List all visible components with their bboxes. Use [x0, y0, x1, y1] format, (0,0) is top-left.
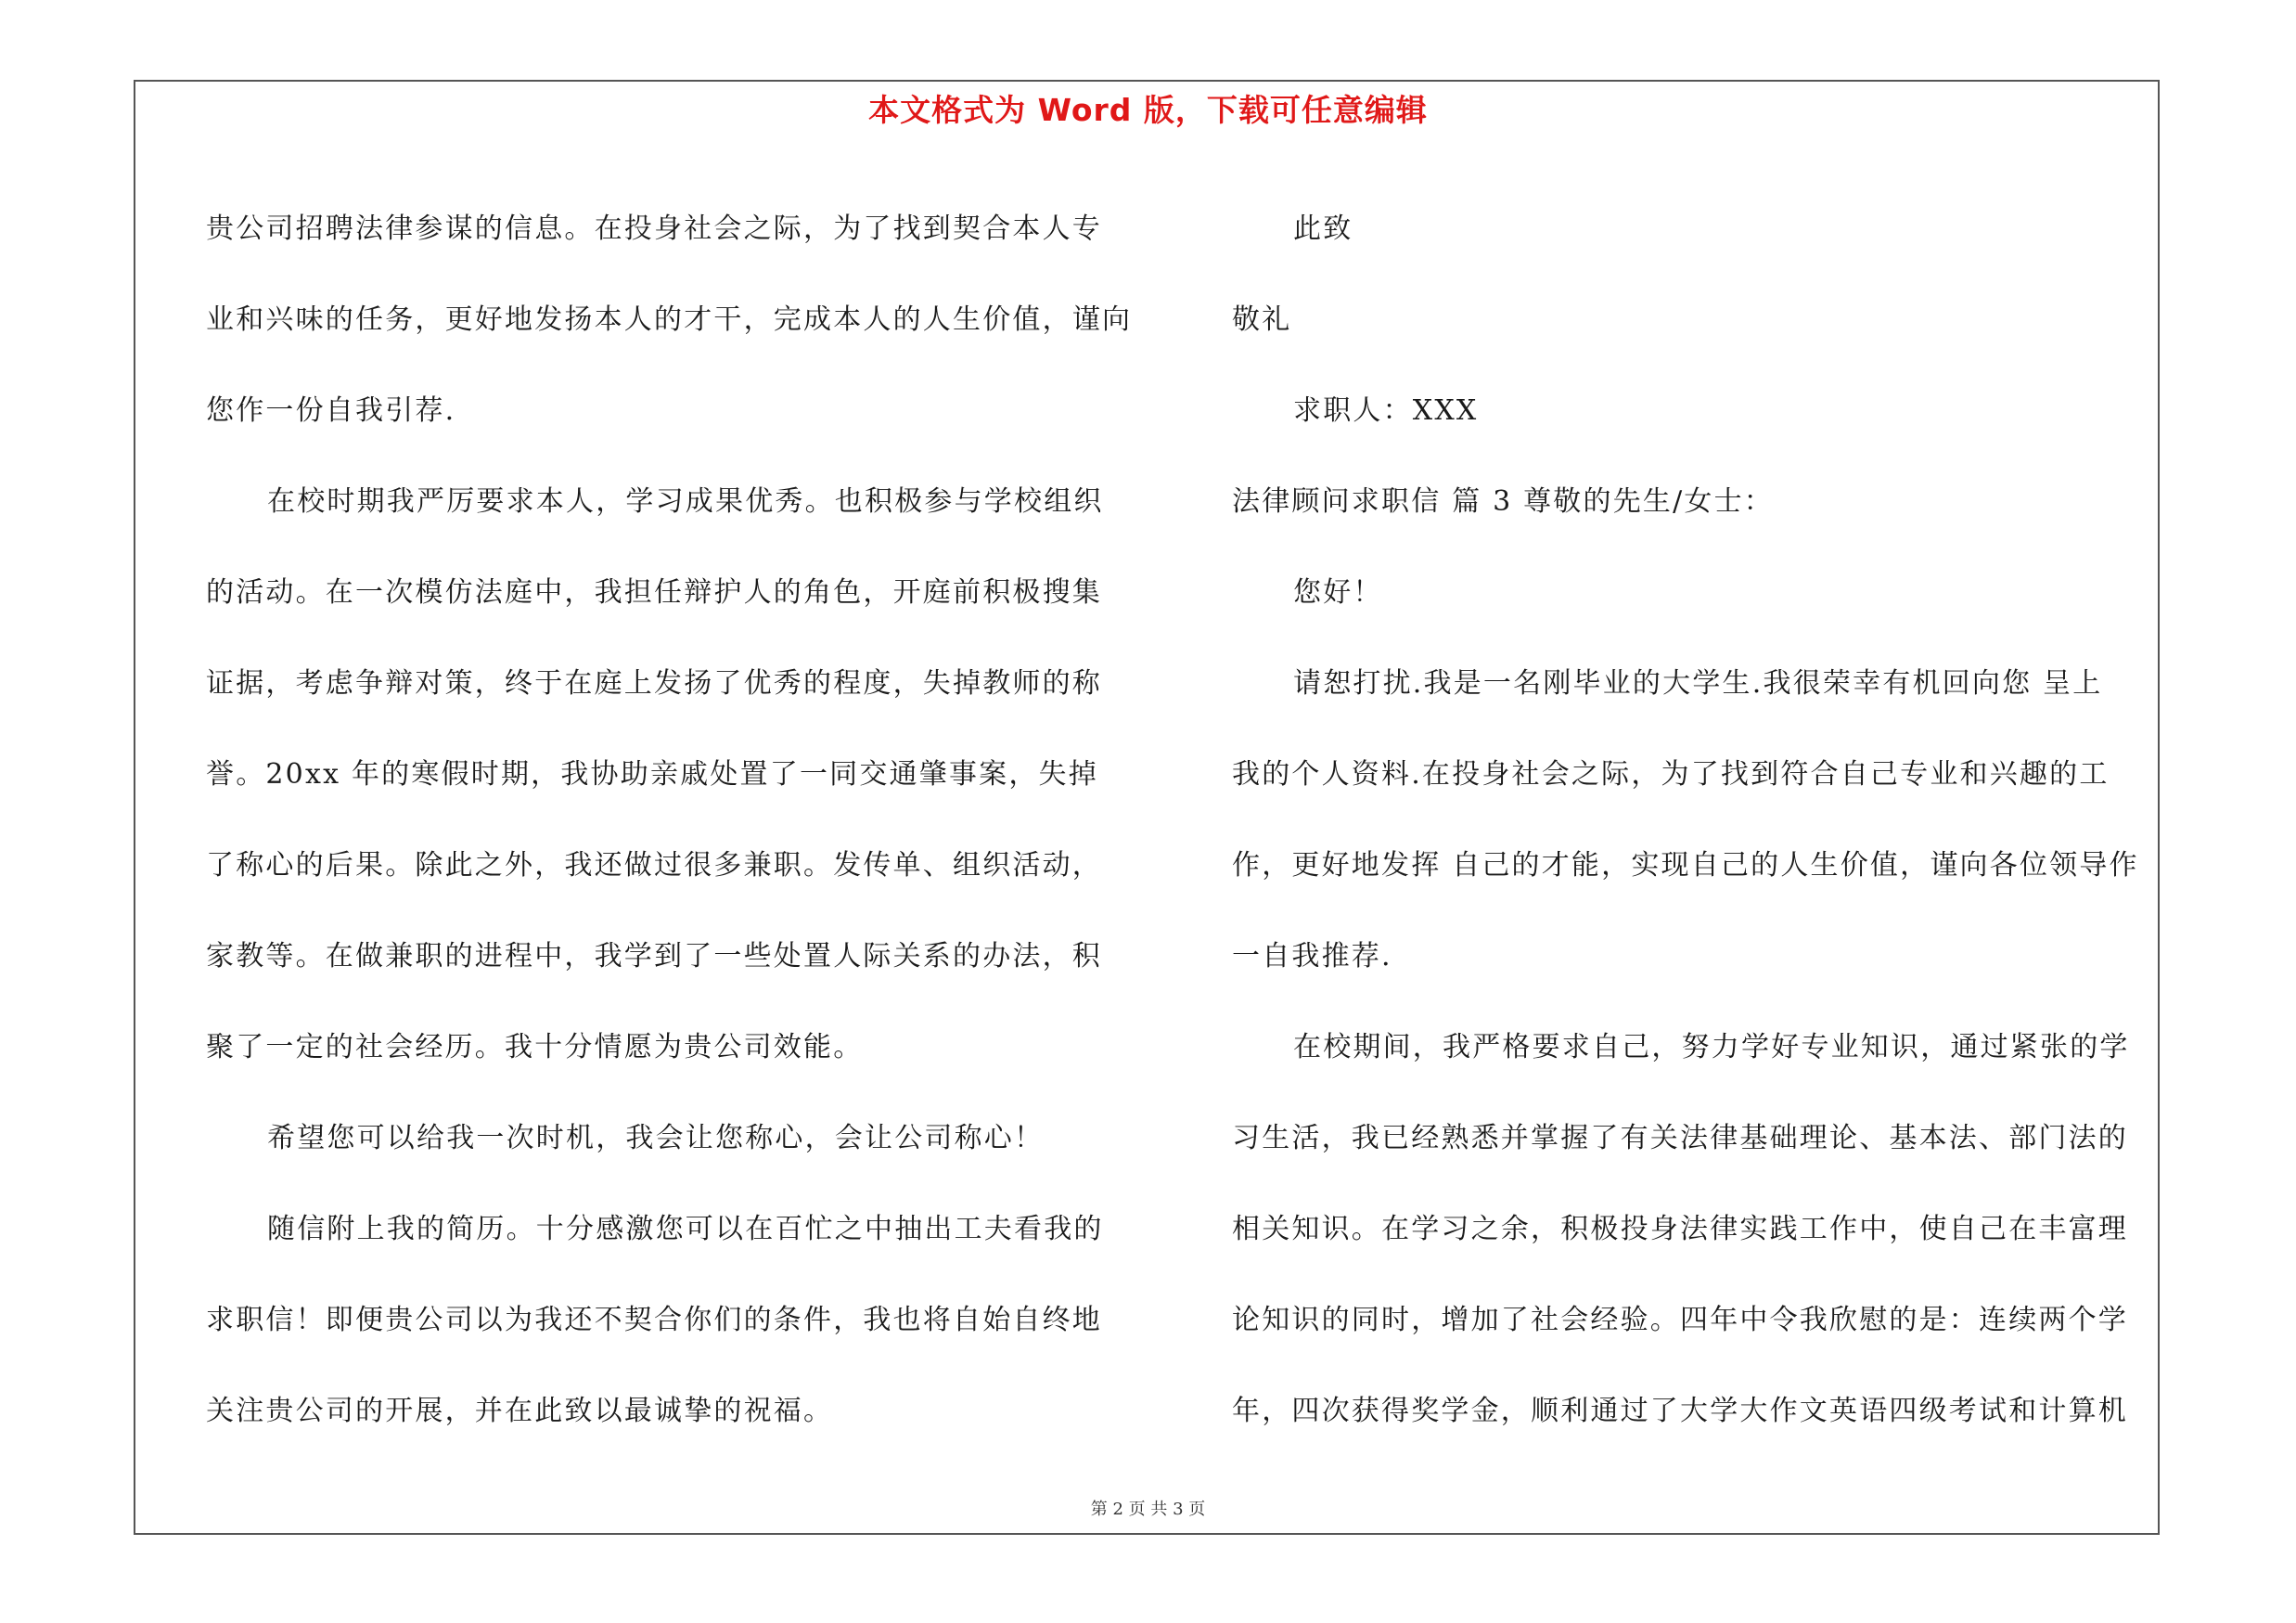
text-line: 家教等。在做兼职的进程中，我学到了一些处置人际关系的办法，积 — [206, 940, 1102, 973]
text-line: 贵公司招聘法律参谋的信息。在投身社会之际，为了找到契合本人专 — [206, 213, 1102, 245]
text-line: 业和兴味的任务，更好地发扬本人的才干，完成本人的人生价值，谨向 — [206, 303, 1133, 336]
text-line: 随信附上我的简历。十分感激您可以在百忙之中抽出工夫看我的 — [267, 1213, 1104, 1245]
text-line: 的活动。在一次模仿法庭中，我担任辩护人的角色，开庭前积极搜集 — [206, 576, 1102, 609]
text-line: 论知识的同时，增加了社会经验。四年中令我欣慰的是：连续两个学 — [1232, 1304, 2128, 1336]
text-line: 关注贵公司的开展，并在此致以最诚挚的祝福。 — [206, 1395, 834, 1427]
text-line: 法律顾问求职信 篇 3 尊敬的先生/女士： — [1232, 485, 1775, 518]
text-line: 习生活，我已经熟悉并掌握了有关法律基础理论、基本法、部门法的 — [1232, 1122, 2128, 1154]
text-line: 您作一份自我引荐. — [206, 394, 456, 427]
text-line: 请恕打扰.我是一名刚毕业的大学生.我很荣幸有机回向您 呈上 — [1293, 667, 2103, 700]
text-line: 敬礼 — [1232, 303, 1292, 336]
text-line: 年，四次获得奖学金，顺利通过了大学大作文英语四级考试和计算机 — [1232, 1395, 2128, 1427]
text-line: 了称心的后果。除此之外，我还做过很多兼职。发传单、组织活动， — [206, 849, 1102, 882]
right-text-column — [1232, 184, 2160, 1457]
text-line: 相关知识。在学习之余，积极投身法律实践工作中，使自己在丰富理 — [1232, 1213, 2128, 1245]
left-text-column — [206, 184, 1134, 1457]
page-number-footer: 第 2 页 共 3 页 — [1090, 1500, 1206, 1519]
text-line: 求职信！即便贵公司以为我还不契合你们的条件，我也将自始自终地 — [206, 1304, 1102, 1336]
text-line: 求职人：XXX — [1293, 394, 1479, 427]
text-line: 您好！ — [1293, 576, 1383, 609]
text-line: 此致 — [1293, 213, 1353, 245]
text-line: 誉。20xx 年的寒假时期，我协助亲戚处置了一同交通肇事案，失掉 — [206, 758, 1098, 791]
text-line: 希望您可以给我一次时机，我会让您称心，会让公司称心！ — [267, 1122, 1045, 1154]
text-line: 在校时期我严厉要求本人，学习成果优秀。也积极参与学校组织 — [267, 485, 1104, 518]
text-line: 一自我推荐. — [1232, 940, 1392, 973]
text-line: 我的个人资料.在投身社会之际，为了找到符合自己专业和兴趣的工 — [1232, 758, 2110, 791]
text-line: 在校期间，我严格要求自己，努力学好专业知识，通过紧张的学 — [1293, 1031, 2130, 1063]
text-line: 聚了一定的社会经历。我十分情愿为贵公司效能。 — [206, 1031, 864, 1063]
text-line: 作，更好地发挥 自己的才能，实现自己的人生价值，谨向各位领导作 — [1232, 849, 2139, 882]
format-notice-banner: 本文格式为 Word 版，下载可任意编辑 — [868, 92, 1428, 128]
text-line: 证据，考虑争辩对策，终于在庭上发扬了优秀的程度，失掉教师的称 — [206, 667, 1102, 700]
